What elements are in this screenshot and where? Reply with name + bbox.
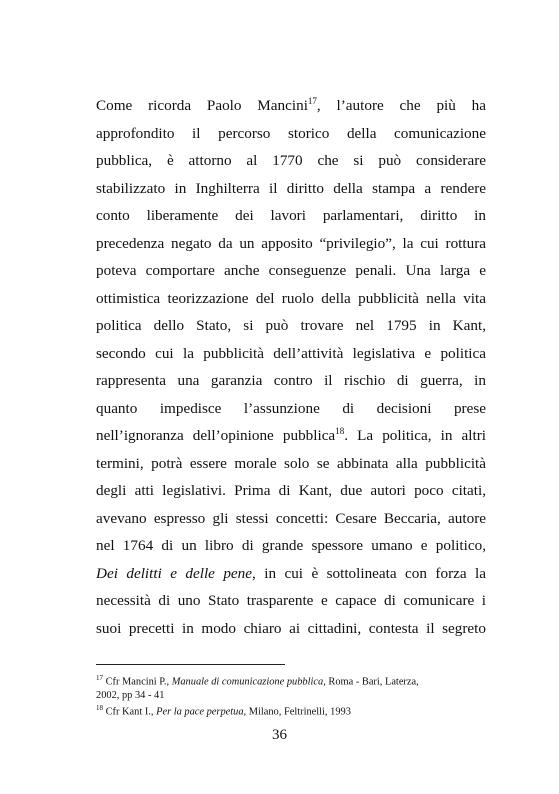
text-line-7: poteva comportare anche conseguenze penali. Una larga e — [96, 262, 486, 279]
text-line-11: rappresenta una garanzia contro il rischio di guerra, in — [96, 372, 486, 389]
text-line-9: politica dello Stato, si può trovare nel 1795 in Kant, — [96, 317, 486, 334]
footnote-ref-17[interactable]: 17 — [307, 95, 317, 106]
text-line-14: termini, potrà essere morale solo se abbinata alla pubblicità — [96, 454, 486, 472]
text-line-15: degli atti legislativi. Prima di Kant, due autori poco citati, — [96, 482, 486, 499]
text-line-12: quanto impedisce l’assunzione di decisioni prese — [96, 399, 486, 417]
body-text — [96, 92, 486, 642]
text-line-1: Come ricorda Paolo Mancini$^{17}$, l’autore che più ha — [96, 95, 486, 114]
footnote-separator — [96, 664, 285, 665]
text-line-5: conto liberamente dei lavori parlamentari, diritto in — [96, 207, 486, 224]
footnote-18: $^{18}$ Cfr Kant I., Per la pace perpetua, Milano, Feltrinelli, 1993 — [96, 704, 351, 718]
footnotes — [96, 672, 486, 719]
text-line-19: necessità di uno Stato trasparente e capace di comunicare i — [96, 592, 486, 609]
text-line-10: secondo cui la pubblicità dell’attività legislativa e politica — [96, 344, 486, 362]
text-line-20: suoi precetti in modo chiaro ai cittadini, contesta il segreto — [96, 619, 486, 637]
footnote-ref-18[interactable]: 18 — [335, 425, 345, 436]
footnote-17: $^{17}$ Cfr Mancini P., Manuale di comunicazione pubblica, Roma - Bari, Laterza, — [96, 674, 419, 688]
text-line-16: avevano espresso gli stessi concetti: Cesare Beccaria, autore — [96, 509, 486, 527]
text-line-13: nell’ignoranza dell’opinione pubblica$^{18}$. La politica, in altri — [96, 425, 486, 444]
text-line-3: pubblica, è attorno al 1770 che si può considerare — [96, 152, 486, 169]
page-number: 36 — [272, 727, 287, 743]
text-line-2: approfondito il percorso storico della comunicazione — [96, 124, 486, 142]
text-line-6: precedenza negato da un apposito “privilegio”, la cui rottura — [96, 234, 486, 252]
text-line-18: Dei delitti e delle pene, in cui è sottolineata con forza la — [96, 564, 486, 582]
text-line-8: ottimistica teorizzazione del ruolo della pubblicità nella vita — [96, 289, 486, 307]
text-line-17: nel 1764 di un libro di grande spessore umano e politico, — [96, 537, 486, 554]
footnote-17-continued: 2002, pp 34 - 41 — [96, 689, 165, 701]
book-title: Dei delitti e delle pene — [96, 564, 252, 582]
text-line-4: stabilizzato in Inghilterra il diritto della stampa a rendere — [96, 179, 486, 197]
